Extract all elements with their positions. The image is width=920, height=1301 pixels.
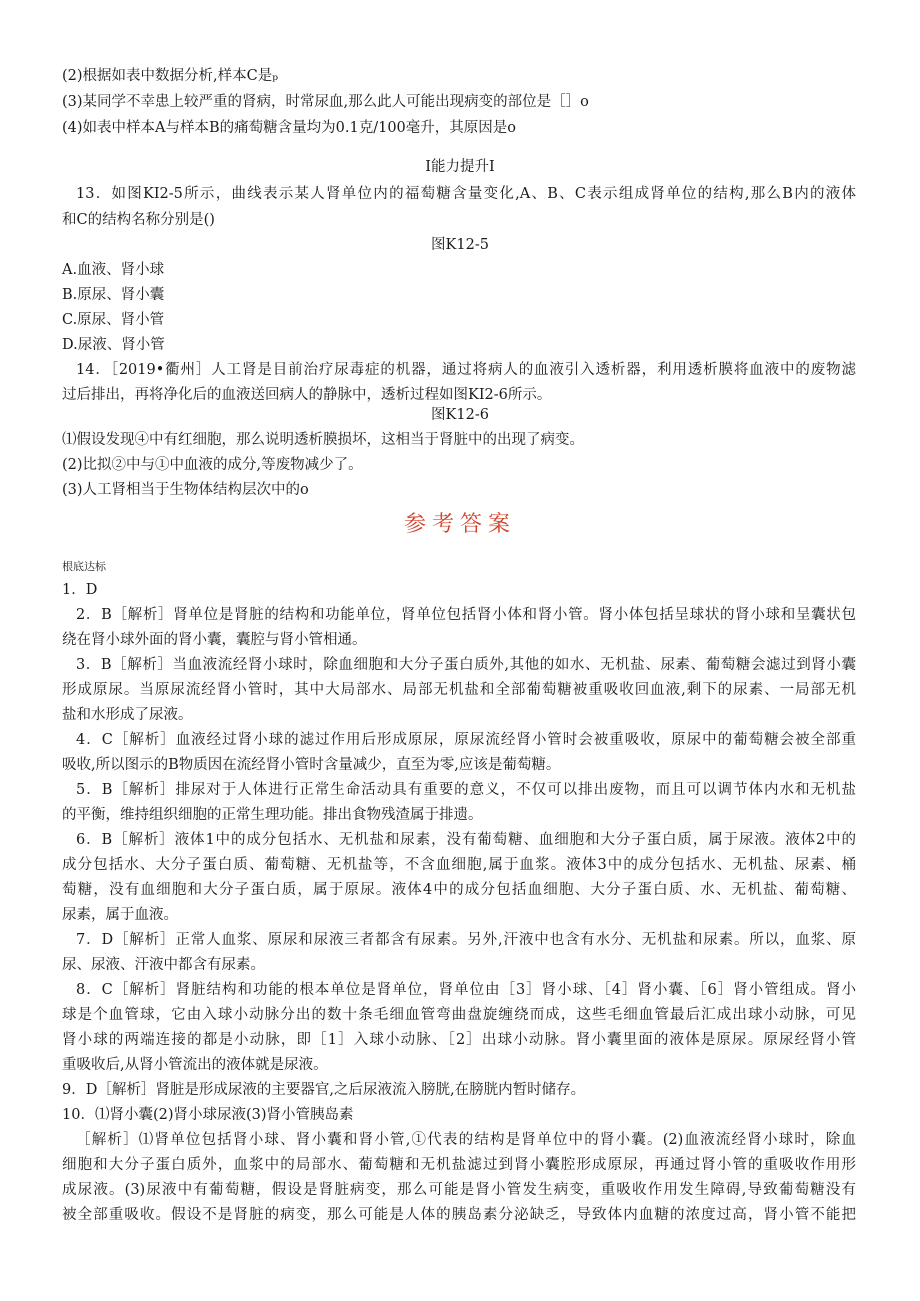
answers-title: 参考答案 bbox=[403, 512, 516, 537]
q14-part1: ⑴假设发现④中有红细胞，那么说明透析膜损坏，这相当于肾脏中的出现了病变。 bbox=[62, 432, 584, 448]
answer-4-line2: 吸收,所以图示的B物质因在流经肾小管时含量减少，直至为零,应该是葡萄糖。 bbox=[62, 757, 561, 773]
q14-part3: (3)人工肾相当于生物体结构层次中的o bbox=[62, 482, 309, 498]
answer-8-line4: 重吸收后,从肾小管流出的液体就是尿液。 bbox=[62, 1057, 328, 1073]
answer-6-line4: 尿素，属于血液。 bbox=[62, 907, 178, 923]
q13-stem-line1: 13．如图KI2-5所示，曲线表示某人肾单位内的福萄糖含量变化,A、B、C表示组成肾单位的结构,那么B内的液体 bbox=[76, 186, 856, 202]
basic-section-label: 根底达标 bbox=[62, 560, 106, 573]
answer-4-line1: 4．C［解析］血液经过肾小球的滤过作用后形成原尿，原尿流经肾小管时会被重吸收，原尿中的葡萄糖会被全部重 bbox=[76, 732, 856, 748]
answer-7-line1: 7．D［解析］正常人血浆、原尿和尿液三者都含有尿素。另外,汗液中也含有水分、无机盐和尿素。所以，血浆、原 bbox=[76, 932, 856, 948]
answer-2-line1: 2．B［解析］肾单位是肾脏的结构和功能单位，肾单位包括肾小体和肾小管。肾小体包括呈球状的肾小球和呈囊状包 bbox=[76, 607, 856, 623]
answer-5-line2: 的平衡，维持组织细胞的正常生理功能。排出食物残渣属于排遗。 bbox=[62, 807, 483, 823]
answer-5-line1: 5．B［解析］排尿对于人体进行正常生命活动具有重要的意义，不仅可以排出废物，而且可以调节体内水和无机盐 bbox=[76, 782, 856, 798]
q12-part2: (2)根据如表中数据分析,样本C是ₚ bbox=[62, 68, 279, 84]
answer-6-line1: 6．B［解析］液体1中的成分包括水、无机盐和尿素，没有葡萄糖、血细胞和大分子蛋白质，属于尿液。液体2中的 bbox=[76, 832, 856, 848]
answer-6-line3: 萄糖，没有血细胞和大分子蛋白质，属于原尿。液体4中的成分包括血细胞、大分子蛋白质、水、无机盐、葡萄糖、 bbox=[62, 882, 856, 898]
q13-figure-caption: 图K12-5 bbox=[431, 237, 489, 253]
answer-9: 9．D［解析］肾脏是形成尿液的主要器官,之后尿液流入膀胱,在膀胱内暂时储存。 bbox=[62, 1082, 586, 1098]
q13-stem-line2: 和C的结构名称分别是() bbox=[62, 212, 215, 228]
q14-part2: (2)比拟②中与①中血液的成分,等废物减少了。 bbox=[62, 457, 363, 473]
answer-8-line2: 球是个血管球，它由入球小动脉分出的数十条毛细血管弯曲盘旋缠绕而成，这些毛细血管最后汇成出球小动脉，可见 bbox=[62, 1007, 856, 1023]
answer-8-line1: 8．C［解析］肾脏结构和功能的根本单位是肾单位，肾单位由［3］肾小球、［4］肾小囊、［6］肾小管组成。肾小 bbox=[76, 982, 856, 998]
section-ability-heading: I能力提升I bbox=[425, 159, 495, 175]
answer-7-line2: 尿、尿液、汗液中都含有尿素。 bbox=[62, 957, 265, 973]
answer-3-line3: 盐和水形成了尿液。 bbox=[62, 707, 193, 723]
answer-10-explain-line1: ［解析］⑴肾单位包括肾小球、肾小囊和肾小管,①代表的结构是肾单位中的肾小囊。(2)血液流经肾小球时，除血 bbox=[76, 1132, 856, 1148]
answer-10: 10．⑴肾小囊(2)肾小球尿液(3)肾小管胰岛素 bbox=[62, 1107, 354, 1123]
q14-figure-caption: 图K12-6 bbox=[431, 407, 489, 423]
answer-1: 1．D bbox=[62, 582, 98, 598]
answer-10-explain-line3: 成尿液。(3)尿液中有葡萄糖，假设是肾脏病变，那么可能是肾小管发生病变，重吸收作用发生障碍,导致葡萄糖没有 bbox=[62, 1182, 856, 1198]
answer-3-line2: 形成原尿。当原尿流经肾小管时，其中大局部水、局部无机盐和全部葡萄糖被重吸收回血液,剩下的尿素、一局部无机 bbox=[62, 682, 856, 698]
answer-6-line2: 成分包括水、大分子蛋白质、葡萄糖、无机盐等，不含血细胞,属于血浆。液体3中的成分包括水、无机盐、尿素、桶 bbox=[62, 857, 856, 873]
answer-10-explain-line4: 被全部重吸收。假设不是肾脏的病变，那么可能是人体的胰岛素分泌缺乏，导致体内血糖的浓度过高，肾小管不能把 bbox=[62, 1207, 856, 1223]
q12-part4: (4)如表中样本A与样本B的痛萄糖含量均为0.1克/100毫升，其原因是o bbox=[62, 120, 517, 136]
q13-option-b: B.原尿、肾小囊 bbox=[62, 287, 165, 303]
answer-2-line2: 绕在肾小球外面的肾小囊，囊腔与肾小管相通。 bbox=[62, 632, 367, 648]
q12-part3: (3)某同学不幸患上较严重的肾病，时常尿血,那么此人可能出现病变的部位是［］o bbox=[62, 94, 589, 110]
answer-8-line3: 肾小球的两端连接的都是小动脉，即［1］入球小动脉、［2］出球小动脉。肾小囊里面的液体是原尿。原尿经肾小管 bbox=[62, 1032, 856, 1048]
q13-option-d: D.尿液、肾小管 bbox=[62, 337, 165, 353]
q13-option-a: A.血液、肾小球 bbox=[62, 262, 165, 278]
answer-3-line1: 3．B［解析］当血液流经肾小球时，除血细胞和大分子蛋白质外,其他的如水、无机盐、尿素、葡萄糖会滤过到肾小囊 bbox=[76, 657, 856, 673]
q13-option-c: C.原尿、肾小管 bbox=[62, 312, 165, 328]
answer-10-explain-line2: 细胞和大分子蛋白质外，血浆中的局部水、葡萄糖和无机盐滤过到肾小囊腔形成原尿，再通过肾小管的重吸收作用形 bbox=[62, 1157, 856, 1173]
q14-stem-line2: 过后排出，再将净化后的血液送回病人的静脉中，透析过程如图KI2-6所示。 bbox=[62, 387, 552, 403]
q14-stem-line1: 14．［2019•衢州］人工肾是目前治疗尿毒症的机器，通过将病人的血液引入透析器，利用透析膜将血液中的废物滤 bbox=[76, 362, 856, 378]
